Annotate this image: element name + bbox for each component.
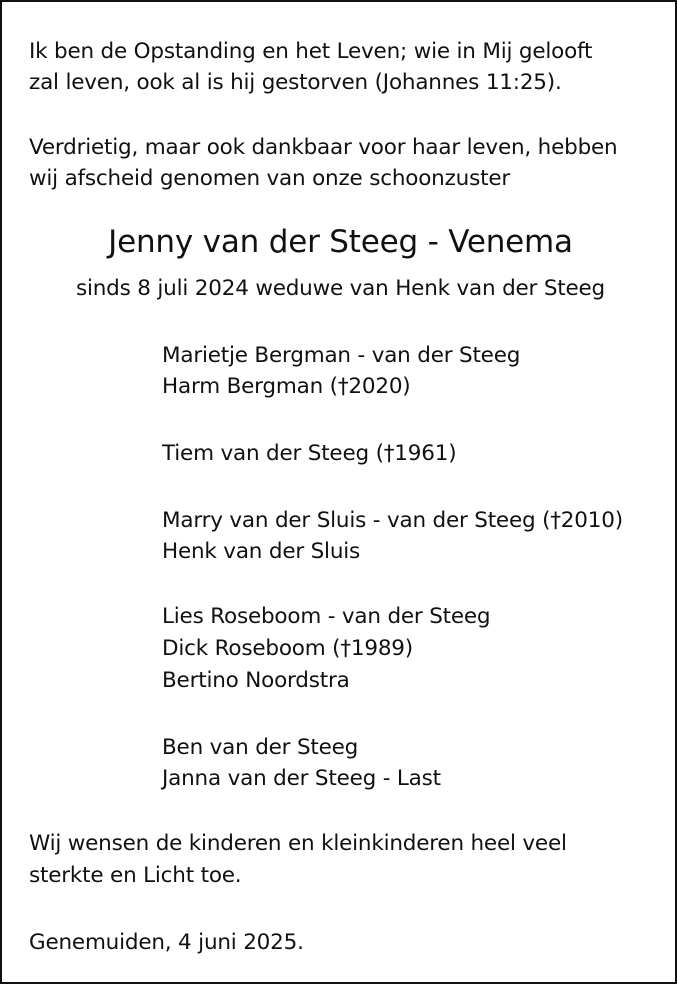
family-line: Lies Roseboom - van der Steeg	[162, 604, 491, 629]
family-line: Marietje Bergman - van der Steeg	[162, 343, 521, 368]
intro-line-2: wij afscheid genomen van onze schoonzuster	[29, 166, 511, 191]
family-line: Tiem van der Steeg (†1961)	[162, 441, 457, 466]
family-line: Harm Bergman (†2020)	[162, 374, 411, 399]
family-line: Janna van der Steeg - Last	[162, 766, 441, 791]
family-line: Bertino Noordstra	[162, 668, 350, 693]
deceased-name: Jenny van der Steeg - Venema	[108, 224, 573, 260]
wish-line-1: Wij wensen de kinderen en kleinkinderen heel veel	[29, 831, 567, 856]
verse-line-2: zal leven, ook al is hij gestorven (Johannes 11:25).	[29, 70, 562, 95]
family-line: Ben van der Steeg	[162, 735, 359, 760]
deceased-subtitle: sinds 8 juli 2024 weduwe van Henk van der Steeg	[75, 276, 605, 301]
wish-line-2: sterkte en Licht toe.	[29, 863, 242, 888]
signoff: Genemuiden, 4 juni 2025.	[29, 930, 304, 955]
family-line: Marry van der Sluis - van der Steeg (†2010)	[162, 508, 623, 533]
family-line: Henk van der Sluis	[162, 539, 361, 564]
verse-line-1: Ik ben de Opstanding en het Leven; wie in Mij gelooft	[29, 39, 593, 64]
intro-line-1: Verdrietig, maar ook dankbaar voor haar leven, hebben	[29, 135, 618, 160]
family-line: Dick Roseboom (†1989)	[162, 636, 413, 661]
